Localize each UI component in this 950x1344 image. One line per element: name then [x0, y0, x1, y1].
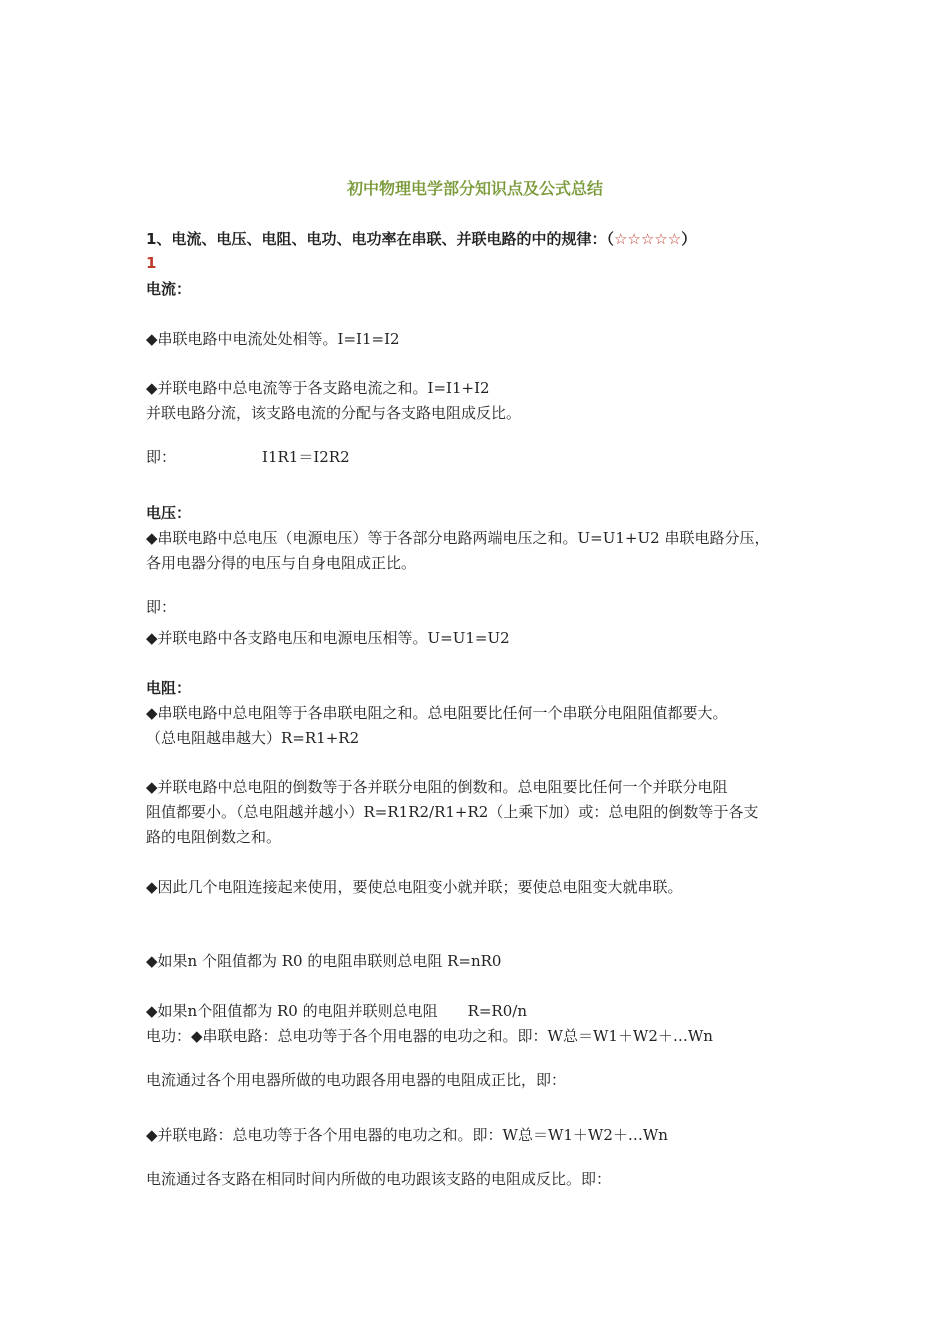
voltage-series-rule-line-1: ◆串联电路中总电压（电源电压）等于各部分电路两端电压之和。U=U1+U2 串联电路分压，	[146, 529, 770, 547]
current-formula: I1R1＝I2R2	[262, 448, 350, 466]
current-ji-label: 即：	[146, 448, 177, 466]
resistance-n-series-rule: ◆如果n 个阻值都为 R0 的电阻串联则总电阻 R=nR0	[146, 952, 502, 970]
voltage-label: 电压：	[146, 504, 192, 522]
current-parallel-note: 并联电路分流，该支路电流的分配与各支路电阻成反比。	[146, 404, 522, 422]
work-series-note: 电流通过各个用电器所做的电功跟各用电器的电阻成正比，即：	[146, 1071, 567, 1089]
importance-stars: ☆☆☆☆☆	[613, 230, 682, 248]
resistance-label: 电阻：	[146, 679, 192, 697]
section-1-heading-suffix: ）	[681, 230, 697, 248]
work-parallel-rule: ◆并联电路：总电功等于各个用电器的电功之和。即：W总＝W1＋W2＋…Wn	[146, 1126, 668, 1144]
resistance-series-rule-line-1: ◆串联电路中总电阻等于各串联电阻之和。总电阻要比任何一个串联分电阻阻值都要大。	[146, 704, 728, 722]
work-parallel-note: 电流通过各支路在相同时间内所做的电功跟该支路的电阻成反比。即：	[146, 1170, 612, 1188]
resistance-parallel-rule-line-1: ◆并联电路中总电阻的倒数等于各并联分电阻的倒数和。总电阻要比任何一个并联分电阻	[146, 778, 728, 796]
current-parallel-rule: ◆并联电路中总电流等于各支路电流之和。I=I1+I2	[146, 379, 490, 397]
resistance-parallel-rule-line-2: 阻值都要小。（总电阻越并越小）R=R1R2/R1+R2（上乘下加）或：总电阻的倒数等于各支	[146, 803, 759, 821]
section-1-heading-prefix: 1、电流、电压、电阻、电功、电功率在串联、并联电路的中的规律：（	[146, 230, 614, 248]
resistance-parallel-rule-line-3: 路的电阻倒数之和。	[146, 828, 282, 846]
current-ji-line	[146, 446, 350, 467]
section-marker: 1	[146, 254, 157, 272]
resistance-combination-rule: ◆因此几个电阻连接起来使用，要使总电阻变小就并联；要使总电阻变大就串联。	[146, 878, 683, 896]
voltage-ji-label: 即：	[146, 598, 177, 616]
current-series-rule: ◆串联电路中电流处处相等。I=I1=I2	[146, 330, 400, 348]
section-1-heading	[146, 228, 696, 249]
voltage-parallel-rule: ◆并联电路中各支路电压和电源电压相等。U=U1=U2	[146, 629, 510, 647]
resistance-n-parallel-rule: ◆如果n个阻值都为 R0 的电阻并联则总电阻 R=R0/n	[146, 1002, 527, 1020]
voltage-series-rule-line-2: 各用电器分得的电压与自身电阻成正比。	[146, 554, 417, 572]
document-title: 初中物理电学部分知识点及公式总结	[346, 179, 603, 198]
current-label: 电流：	[146, 280, 192, 298]
work-series-rule: 电功：◆串联电路：总电功等于各个用电器的电功之和。即：W总＝W1＋W2＋…Wn	[146, 1027, 713, 1045]
resistance-series-rule-line-2: （总电阻越串越大）R=R1+R2	[146, 729, 360, 747]
